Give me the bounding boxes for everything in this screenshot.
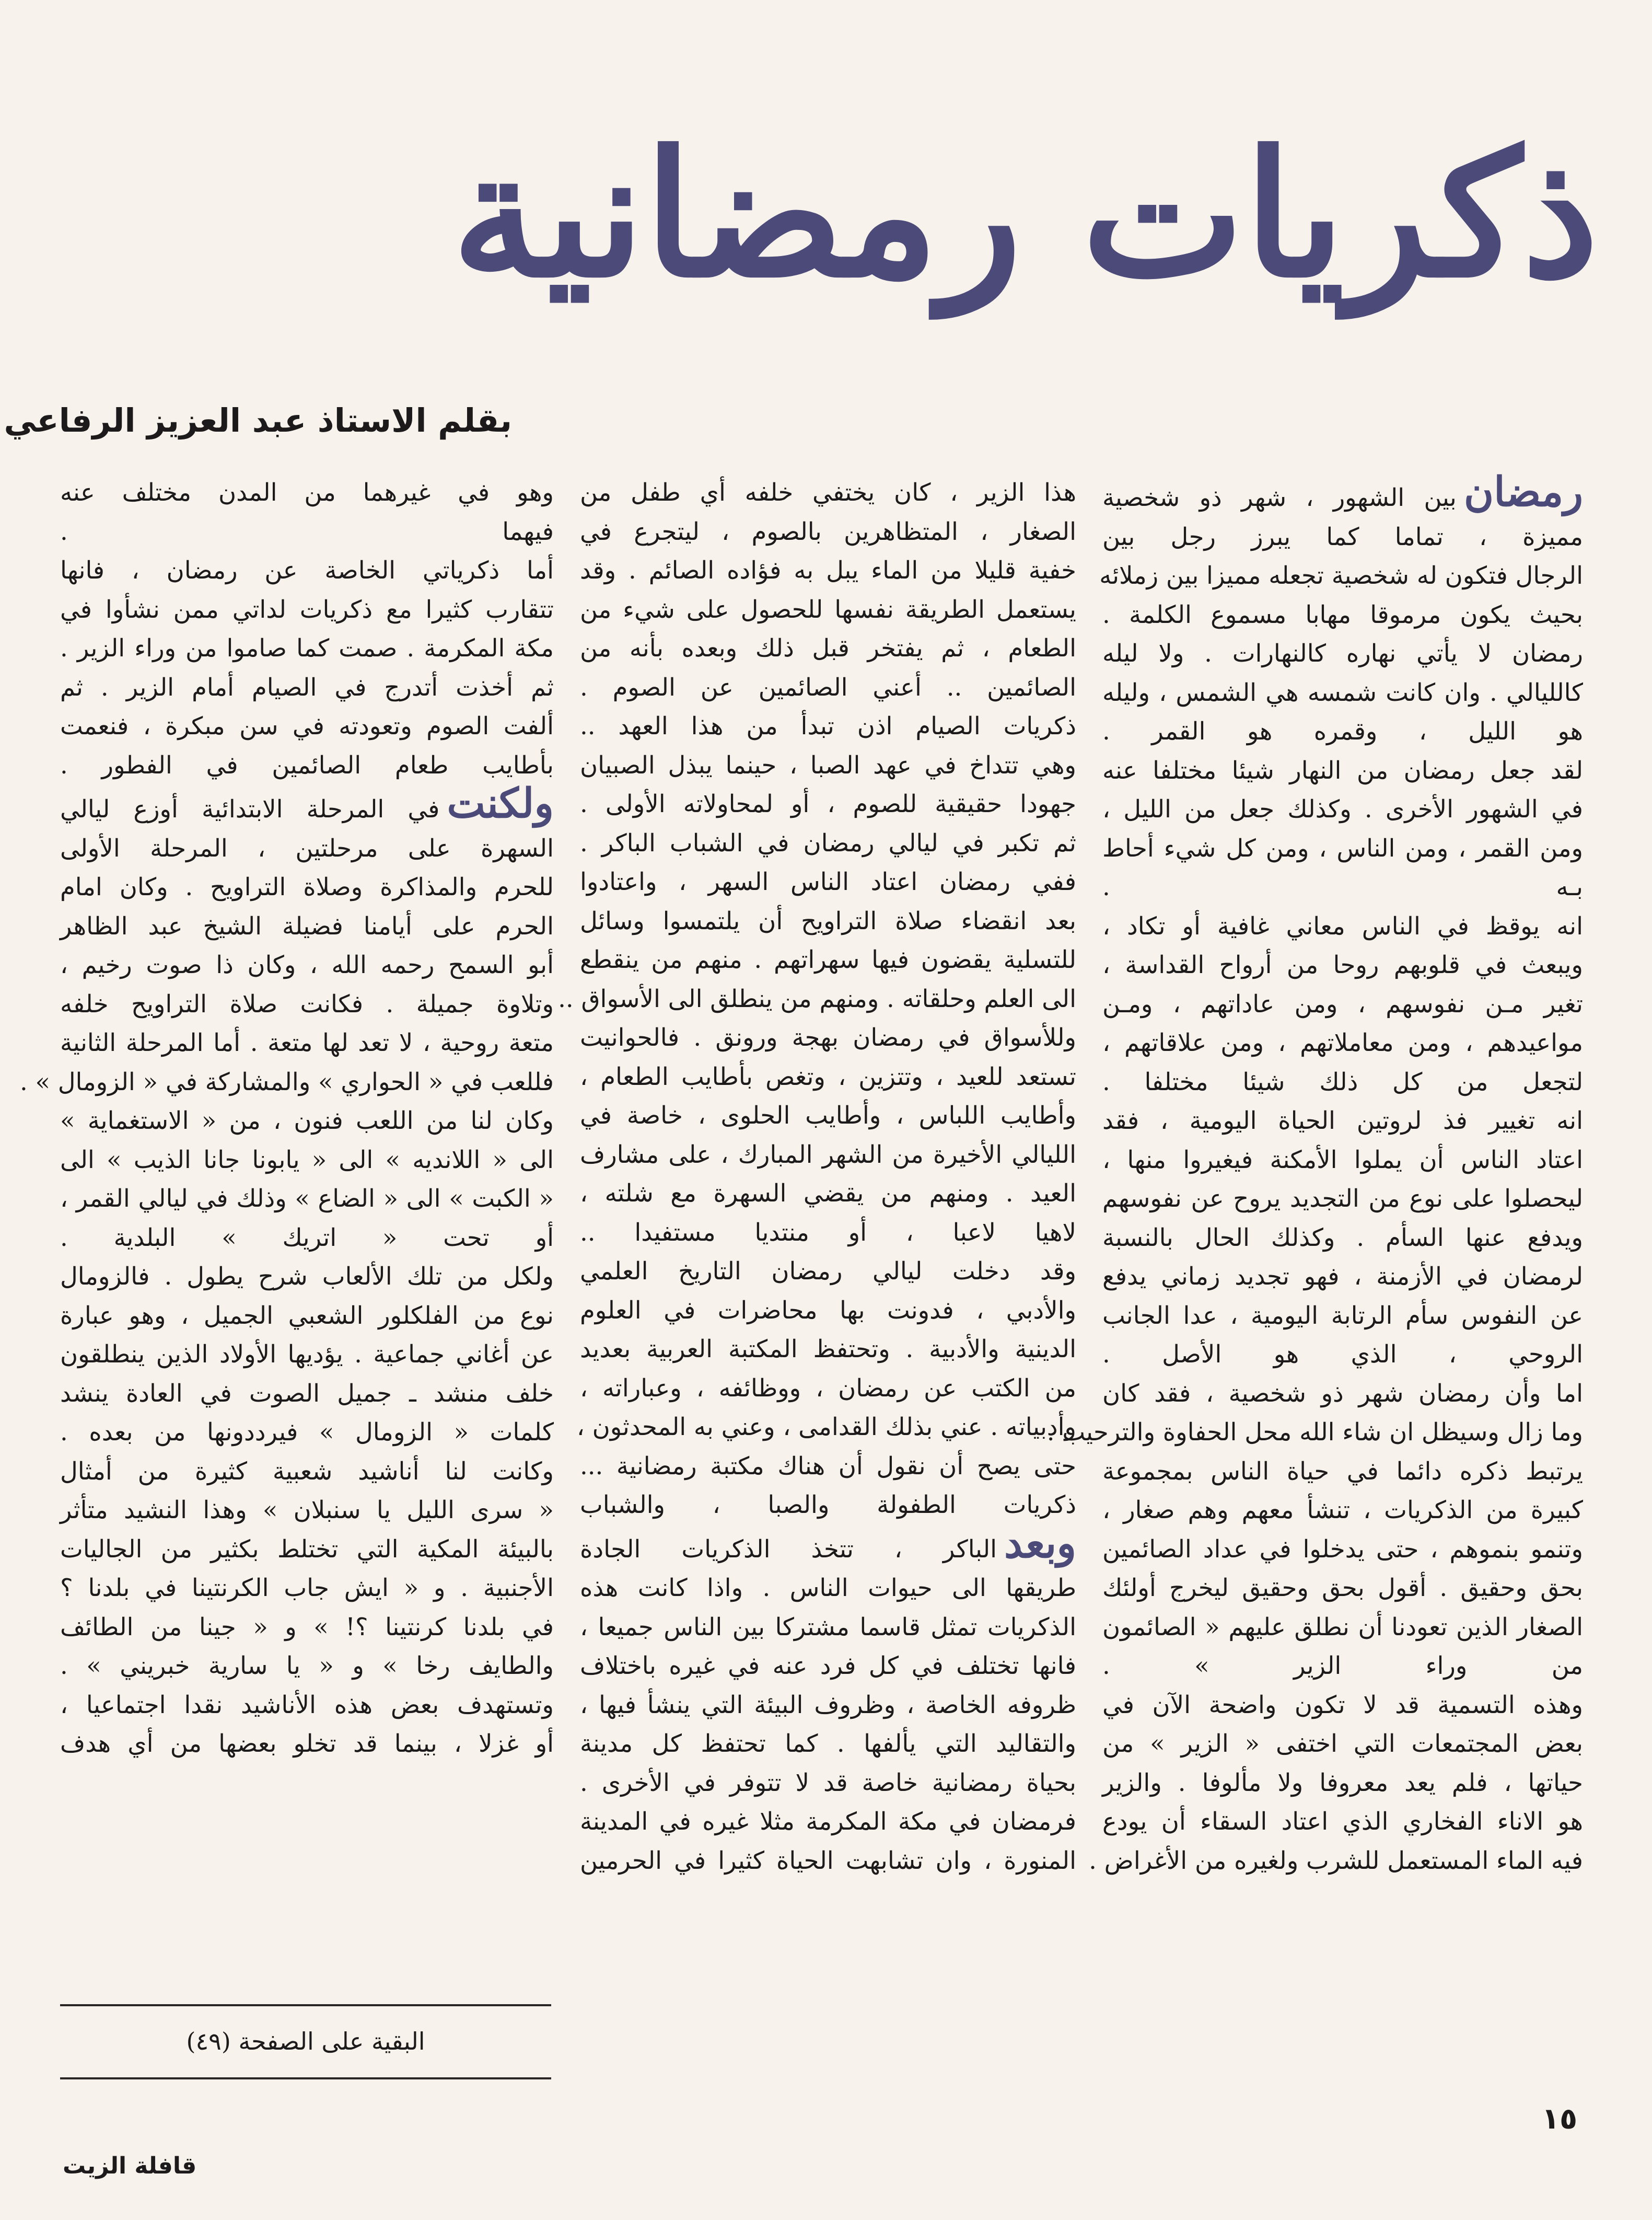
text-line: [1046, 1413, 1583, 1452]
footnote-rule-top: [60, 2004, 551, 2006]
text-line: [60, 512, 554, 551]
text-line: [60, 1568, 554, 1608]
text-line: [60, 1724, 554, 1763]
text-line: [60, 1646, 554, 1685]
text-line: [60, 1179, 554, 1218]
text-line-content: ألفت الصوم وتعودته في سن مبكرة ، فنعمت: [60, 712, 554, 740]
text-line-content: أو تحت « اتريك » البلدية .: [60, 1223, 554, 1252]
text-line-content: ذكريات الصيام اذن تبدأ من هذا العهد ..: [580, 712, 1076, 740]
text-line-content: الأجنبية . و « ايش جاب الكرنتينا في بلدنا ؟: [60, 1574, 554, 1602]
text-line: [580, 1447, 1076, 1486]
text-line-content: بالبيئة المكية التي تختلط بكثير من الجاليات: [60, 1534, 554, 1563]
text-line: [60, 629, 554, 668]
text-line: [580, 590, 1076, 629]
text-line: [580, 473, 1076, 512]
text-line-content: بين الشهور ، شهر ذو شخصية: [1102, 483, 1457, 512]
text-line: [1102, 1724, 1583, 1763]
text-line: [1102, 1335, 1583, 1374]
footnote-rule-bottom: [60, 2077, 551, 2079]
text-line-content: وللأسواق في رمضان بهجة ورونق . فالحوانيت: [580, 1023, 1076, 1051]
text-line-content: ليحصلوا على نوع من التجديد يروح عن نفوسهم: [1102, 1184, 1583, 1212]
text-line: [580, 1763, 1076, 1802]
text-line-content: متعة روحية ، لا تعد لها متعة . أما المرحلة الثانية: [60, 1028, 554, 1057]
text-line: [580, 1646, 1076, 1685]
text-line-content: حتى يصح أن نقول أن هناك مكتبة رمضانية ...: [580, 1451, 1076, 1480]
text-line: [19, 1062, 554, 1102]
text-line: [580, 1057, 1076, 1096]
text-line: [1102, 1101, 1583, 1140]
text-line: [60, 1490, 554, 1530]
text-line-content: في الشهور الأخرى . وكذلك جعل من الليل ،: [1102, 795, 1583, 823]
text-line-content: خفية قليلا من الماء يبل به فؤاده الصائم . وقد: [580, 556, 1076, 584]
text-line-content: الصغار ، المتظاهرين بالصوم ، ليتجرع في: [580, 517, 1076, 546]
text-line-content: الصائمين .. أعني الصائمين عن الصوم .: [580, 673, 1076, 701]
text-line-content: الليالي الأخيرة من الشهر المبارك ، على مشارف: [580, 1140, 1076, 1169]
text-line-content: عن النفوس سأم الرتابة اليومية ، عدا الجانب: [1102, 1301, 1583, 1329]
text-line: [576, 1407, 1076, 1447]
text-line: [1102, 1490, 1583, 1530]
text-line: [580, 1608, 1076, 1647]
text-line-content: الى « اللانديه » الى « يابونا جانا الذيب » الى: [60, 1145, 554, 1174]
text-line: [1102, 1257, 1583, 1296]
text-line: [1102, 673, 1583, 712]
text-line-content: بعد انقضاء صلاة التراويح أن يلتمسوا وسائل: [580, 906, 1076, 935]
text-column-middle: [558, 473, 1076, 1880]
text-line-content: لرمضان في الأزمنة ، فهو تجديد زماني يدفع: [1102, 1262, 1583, 1290]
text-line-content: أبو السمح رحمه الله ، وكان ذا صوت رخيم ،: [60, 951, 554, 979]
text-line-content: والأدبي ، فدونت بها محاضرات في العلوم: [580, 1296, 1076, 1324]
text-line: [1099, 556, 1583, 595]
text-line: [60, 1413, 554, 1452]
text-line: [60, 1023, 554, 1062]
article-title: ذكريات رمضانية: [451, 113, 1599, 316]
text-line-content: وهي تتداخ في عهد الصبا ، حينما يبذل الصبيان: [580, 750, 1076, 779]
text-line: [1102, 1296, 1583, 1335]
text-line: [1102, 868, 1583, 907]
text-line-content: الصغار الذين تعودنا أن نطلق عليهم « الصائمون: [1102, 1612, 1583, 1641]
text-line: [1102, 595, 1583, 634]
text-line-content: في المرحلة الابتدائية أوزع ليالي: [60, 795, 440, 823]
text-line-content: الطعام ، ثم يفتخر قبل ذلك وبعده بأنه من: [580, 634, 1076, 662]
page-number: ١٥: [1541, 2102, 1578, 2136]
text-line-content: يرتبط ذكره دائما في حياة الناس بمجموعة: [1102, 1456, 1583, 1485]
text-line-content: خلف منشد ـ جميل الصوت في العادة ينشد: [60, 1379, 554, 1407]
text-line-content: بعض المجتمعات التي اختفى « الزير » من: [1102, 1729, 1583, 1758]
text-line: [60, 907, 554, 946]
text-line-content: انه تغيير فذ لروتين الحياة اليومية ، فقد: [1102, 1106, 1583, 1135]
text-line: [558, 979, 1076, 1019]
text-line-content: بحيث يكون مرموقا مهابا مسموع الكلمة .: [1102, 600, 1583, 629]
text-line-content: هو الاناء الفخاري الذي اعتاد السقاء أن يودع: [1102, 1807, 1583, 1835]
text-line: [580, 1174, 1076, 1213]
text-line-content: وهذه التسمية قد لا تكون واضحة الآن في: [1102, 1690, 1583, 1719]
text-line: [60, 707, 554, 746]
text-line: [60, 1101, 554, 1140]
text-line: [1102, 468, 1583, 517]
text-line: [580, 1135, 1076, 1174]
text-line-content: هذا الزير ، كان يختفي خلفه أي طفل من: [580, 478, 1076, 506]
text-line-content: كلمات « الزومال » فيرددونها من بعده .: [60, 1418, 554, 1446]
text-line-content: اما وأن رمضان شهر ذو شخصية ، فقد كان: [1102, 1379, 1583, 1407]
text-line-content: في بلدنا كرنتينا ؟! » و « جينا من الطائف: [60, 1612, 554, 1641]
text-line: [580, 1252, 1076, 1291]
text-line-content: وقد دخلت ليالي رمضان التاريخ العلمي: [580, 1257, 1076, 1285]
text-line: [580, 1724, 1076, 1763]
text-line-content: للحرم والمذاكرة وصلاة التراويح . وكان امام: [60, 873, 554, 901]
text-line: [1102, 1179, 1583, 1218]
text-line: [1102, 790, 1583, 829]
text-line-content: بأطايب طعام الصائمين في الفطور .: [60, 750, 554, 779]
text-line-content: ثم تكبر في ليالي رمضان في الشباب الباكر .: [580, 828, 1076, 857]
text-line: [580, 940, 1076, 979]
text-line-content: وتستهدف بعض هذه الأناشيد نقدا اجتماعيا ،: [60, 1690, 554, 1719]
text-line: [60, 1218, 554, 1257]
text-line-content: والطايف رخا » و « يا سارية خبريني » .: [60, 1651, 554, 1680]
text-line-content: وتنمو بنموهم ، حتى يدخلوا في عداد الصائمين: [1102, 1534, 1583, 1563]
text-line-content: وأطايب اللباس ، وأطايب الحلوى ، خاصة في: [580, 1101, 1076, 1129]
text-line-content: والتقاليد التي يألفها . كما تحتفظ كل مدينة: [580, 1729, 1076, 1758]
magazine-name: قافلة الزيت: [63, 2153, 197, 2179]
text-line-content: تغير مـن نفوسهم ، ومن عاداتهم ، ومـن: [1102, 989, 1583, 1018]
text-line-content: وكانت لنا أناشيد شعبية كثيرة من أمثال: [60, 1456, 554, 1485]
text-line: [580, 1369, 1076, 1408]
text-line: [1102, 907, 1583, 946]
text-line: [60, 590, 554, 629]
text-line: [580, 1685, 1076, 1725]
text-line: [580, 512, 1076, 551]
text-line: [580, 1568, 1076, 1608]
text-line: [580, 1519, 1076, 1569]
text-line: [1102, 985, 1583, 1024]
text-line: [1102, 829, 1583, 868]
text-line: [60, 985, 554, 1024]
text-line-content: بحياة رمضانية خاصة قد لا تتوفر في الأخرى .: [580, 1768, 1076, 1797]
text-line: [580, 1291, 1076, 1330]
text-line-content: وهو في غيرهما من المدن مختلف عنه: [60, 478, 554, 506]
text-line: [60, 1257, 554, 1296]
text-line: [60, 1530, 554, 1569]
text-line: [60, 551, 554, 590]
text-line-content: أو غزلا ، بينما قد تخلو بعضها من أي هدف: [60, 1729, 554, 1758]
text-line-content: الى العلم وحلقاته . ومنهم من ينطلق الى الأسواق ..: [558, 984, 1076, 1013]
text-line: [580, 1485, 1076, 1524]
text-line: [580, 901, 1076, 941]
text-line: [1102, 1218, 1583, 1257]
text-line-content: للتسلية يقضون فيها سهراتهم . منهم من ينقطع: [580, 945, 1076, 974]
text-line: [60, 1608, 554, 1647]
text-column-right: [1046, 468, 1583, 1880]
text-line: [580, 1841, 1076, 1880]
text-line: [1102, 1530, 1583, 1569]
text-line: [580, 862, 1076, 901]
text-line-content: ويدفع عنها السأم . وكذلك الحال بالنسبة: [1102, 1223, 1583, 1252]
text-line-content: من الكتب عن رمضان ، ووظائفه ، وعباراته ،: [580, 1373, 1076, 1402]
text-line-content: ولكل من تلك الألعاب شرح يطول . فالزومال: [60, 1262, 554, 1290]
text-line-content: فللعب في « الحواري » والمشاركة في « الزومال » .: [19, 1067, 554, 1096]
text-line-content: وأدبياته . عني بذلك القدامى ، وعني به المحدثون ،: [576, 1413, 1076, 1441]
text-line: [580, 824, 1076, 863]
paragraph-initial: ولكنت: [447, 780, 554, 827]
text-line-content: « سرى الليل يا سنبلان » وهذا النشيد متأثر: [60, 1496, 554, 1524]
text-line-content: الدينية والأدبية . وتحتفظ المكتبة العربية بعديد: [580, 1335, 1076, 1363]
text-line: [60, 473, 554, 512]
text-line-content: عن أغاني جماعية . يؤديها الأولاد الذين ينطلقون: [60, 1340, 554, 1368]
text-line-content: نوع من الفلكلور الشعبي الجميل ، وهو عبارة: [60, 1301, 554, 1329]
text-line-content: هو الليل ، وقمره هو القمر .: [1102, 717, 1583, 745]
text-line: [580, 1329, 1076, 1369]
text-line: [60, 868, 554, 907]
text-line-content: العيد . ومنهم من يقضي السهرة مع شلته ،: [580, 1179, 1076, 1207]
text-line: [580, 1213, 1076, 1252]
text-line-content: من وراء الزير » .: [1102, 1651, 1583, 1680]
text-line: [60, 1452, 554, 1491]
text-line: [60, 829, 554, 868]
text-line-content: ويبعث في قلوبهم روحا من أرواح القداسة ،: [1102, 951, 1583, 979]
text-line: [580, 746, 1076, 785]
text-line-content: مواعيدهم ، ومن معاملاتهم ، ومن علاقاتهم ،: [1102, 1028, 1583, 1057]
paragraph-initial: رمضان: [1463, 468, 1583, 516]
text-line: [1102, 1802, 1583, 1841]
text-line: [580, 551, 1076, 590]
article-byline: بقلم الاستاذ عبد العزيز الرفاعي: [4, 401, 512, 440]
text-line: [1102, 1062, 1583, 1102]
text-line-content: الروحي ، الذي هو الأصل .: [1102, 1340, 1583, 1368]
text-line: [580, 1018, 1076, 1057]
text-line-content: ذكريات الطفولة والصبا ، والشباب: [580, 1490, 1076, 1519]
text-line-content: الرجال فتكون له شخصية تجعله مميزا بين زملائه: [1099, 561, 1583, 589]
text-line: [1102, 1568, 1583, 1608]
text-line: [1102, 517, 1583, 557]
text-line-content: ظروفه الخاصة ، وظروف البيئة التي ينشأ فيها ،: [580, 1690, 1076, 1719]
continued-note: البقية على الصفحة (٤٩): [186, 2027, 425, 2055]
text-line-content: كالليالي . وان كانت شمسه هي الشمس ، وليله: [1102, 678, 1583, 707]
text-line: [1102, 1140, 1583, 1180]
text-column-left: [19, 473, 554, 1763]
text-line-content: رمضان لا يأتي نهاره كالنهارات . ولا ليله: [1102, 639, 1583, 667]
text-line-content: كبيرة من الذكريات ، تنشأ معهم وهم صغار ،: [1102, 1496, 1583, 1524]
text-line: [580, 784, 1076, 824]
text-line-content: بحق وحقيق . أقول بحق وحقيق ليخرج أولئك: [1102, 1574, 1583, 1602]
text-line-content: السهرة على مرحلتين ، المرحلة الأولى: [60, 834, 554, 862]
text-line: [60, 746, 554, 785]
text-line: [1102, 1023, 1583, 1062]
text-line: [1102, 1763, 1583, 1802]
text-line-content: المنورة ، وان تشابهت الحياة كثيرا في الحرمين: [580, 1846, 1076, 1875]
text-line: [1102, 712, 1583, 751]
text-line-content: لاهيا لاعبا ، أو منتديا مستفيدا ..: [580, 1218, 1076, 1246]
text-line-content: تستعد للعيد ، وتتزين ، وتغص بأطايب الطعام ،: [580, 1062, 1076, 1091]
text-line-content: مكة المكرمة . صمت كما صاموا من وراء الزير .: [60, 634, 554, 662]
text-line-content: ومن القمر ، ومن الناس ، ومن كل شيء أحاط: [1102, 834, 1583, 862]
text-line-content: بـه .: [1102, 873, 1583, 901]
text-line: [1089, 1841, 1583, 1880]
text-line-content: وتلاوة جميلة . فكانت صلاة التراويح خلفه: [60, 989, 554, 1018]
text-line: [580, 1802, 1076, 1841]
text-line-content: فيه الماء المستعمل للشرب ولغيره من الأغراض .: [1089, 1846, 1583, 1875]
text-line: [60, 1296, 554, 1335]
text-line-content: فرمضان في مكة المكرمة مثلا غيره في المدينة: [580, 1807, 1076, 1835]
text-line-content: وكان لنا من اللعب فنون ، من « الاستغماية »: [60, 1106, 554, 1135]
text-line-content: لتجعل من كل ذلك شيئا مختلفا .: [1102, 1067, 1583, 1096]
text-line-content: وما زال وسيظل ان شاء الله محل الحفاوة والترحيب .: [1046, 1418, 1583, 1446]
text-line: [580, 1096, 1076, 1135]
text-line-content: « الكبت » الى « الضاع » وذلك في ليالي القمر ،: [60, 1184, 554, 1212]
text-line: [1102, 1646, 1583, 1685]
text-line-content: لقد جعل رمضان من النهار شيئا مختلفا عنه: [1102, 756, 1583, 784]
text-line: [580, 707, 1076, 746]
text-line: [60, 1140, 554, 1180]
text-line-content: ففي رمضان اعتاد الناس السهر ، واعتادوا: [580, 868, 1076, 896]
text-line-content: فيهما .: [60, 517, 554, 546]
text-line: [60, 1335, 554, 1374]
text-line: [60, 945, 554, 985]
text-line-content: يستعمل الطريقة نفسها للحصول على شيء من: [580, 595, 1076, 623]
text-line: [1102, 1608, 1583, 1647]
text-line: [580, 629, 1076, 668]
text-line-content: انه يوقظ في الناس معاني غافية أو تكاد ،: [1102, 911, 1583, 940]
text-line: [1102, 1685, 1583, 1725]
text-line-content: اعتاد الناس أن يملوا الأمكنة فيغيروا منها ،: [1102, 1145, 1583, 1174]
text-line: [60, 780, 554, 829]
text-line: [60, 1374, 554, 1413]
text-line-content: فانها تختلف في كل فرد عنه في غيره باختلاف: [580, 1651, 1076, 1680]
text-line-content: الذكريات تمثل قاسما مشتركا بين الناس جميعا ،: [580, 1612, 1076, 1641]
text-line: [1102, 751, 1583, 790]
text-line: [1102, 1452, 1583, 1491]
text-line-content: الحرم على أيامنا فضيلة الشيخ عبد الظاهر: [60, 911, 554, 940]
text-line: [1102, 634, 1583, 673]
text-line-content: جهودا حقيقية للصوم ، أو لمحاولاته الأولى .: [580, 790, 1076, 818]
text-line: [60, 668, 554, 707]
text-line-content: الباكر ، تتخذ الذكريات الجادة: [580, 1534, 997, 1563]
text-line-content: أما ذكرياتي الخاصة عن رمضان ، فانها: [60, 556, 554, 584]
text-line-content: طريقها الى حيوات الناس . واذا كانت هذه: [580, 1574, 1076, 1602]
text-line-content: تتقارب كثيرا مع ذكريات لداتي ممن نشأوا في: [60, 595, 554, 623]
text-line: [1102, 1374, 1583, 1413]
paragraph-initial: وبعد: [1004, 1519, 1076, 1567]
text-line: [60, 1685, 554, 1725]
text-line: [580, 668, 1076, 707]
text-line-content: ثم أخذت أتدرج في الصيام أمام الزير . ثم: [60, 673, 554, 701]
text-line: [1102, 945, 1583, 985]
text-line-content: حياتها ، فلم يعد معروفا ولا مألوفا . والزير: [1102, 1768, 1583, 1797]
text-line-content: مميزة ، تماما كما يبرز رجل بين: [1102, 522, 1583, 551]
